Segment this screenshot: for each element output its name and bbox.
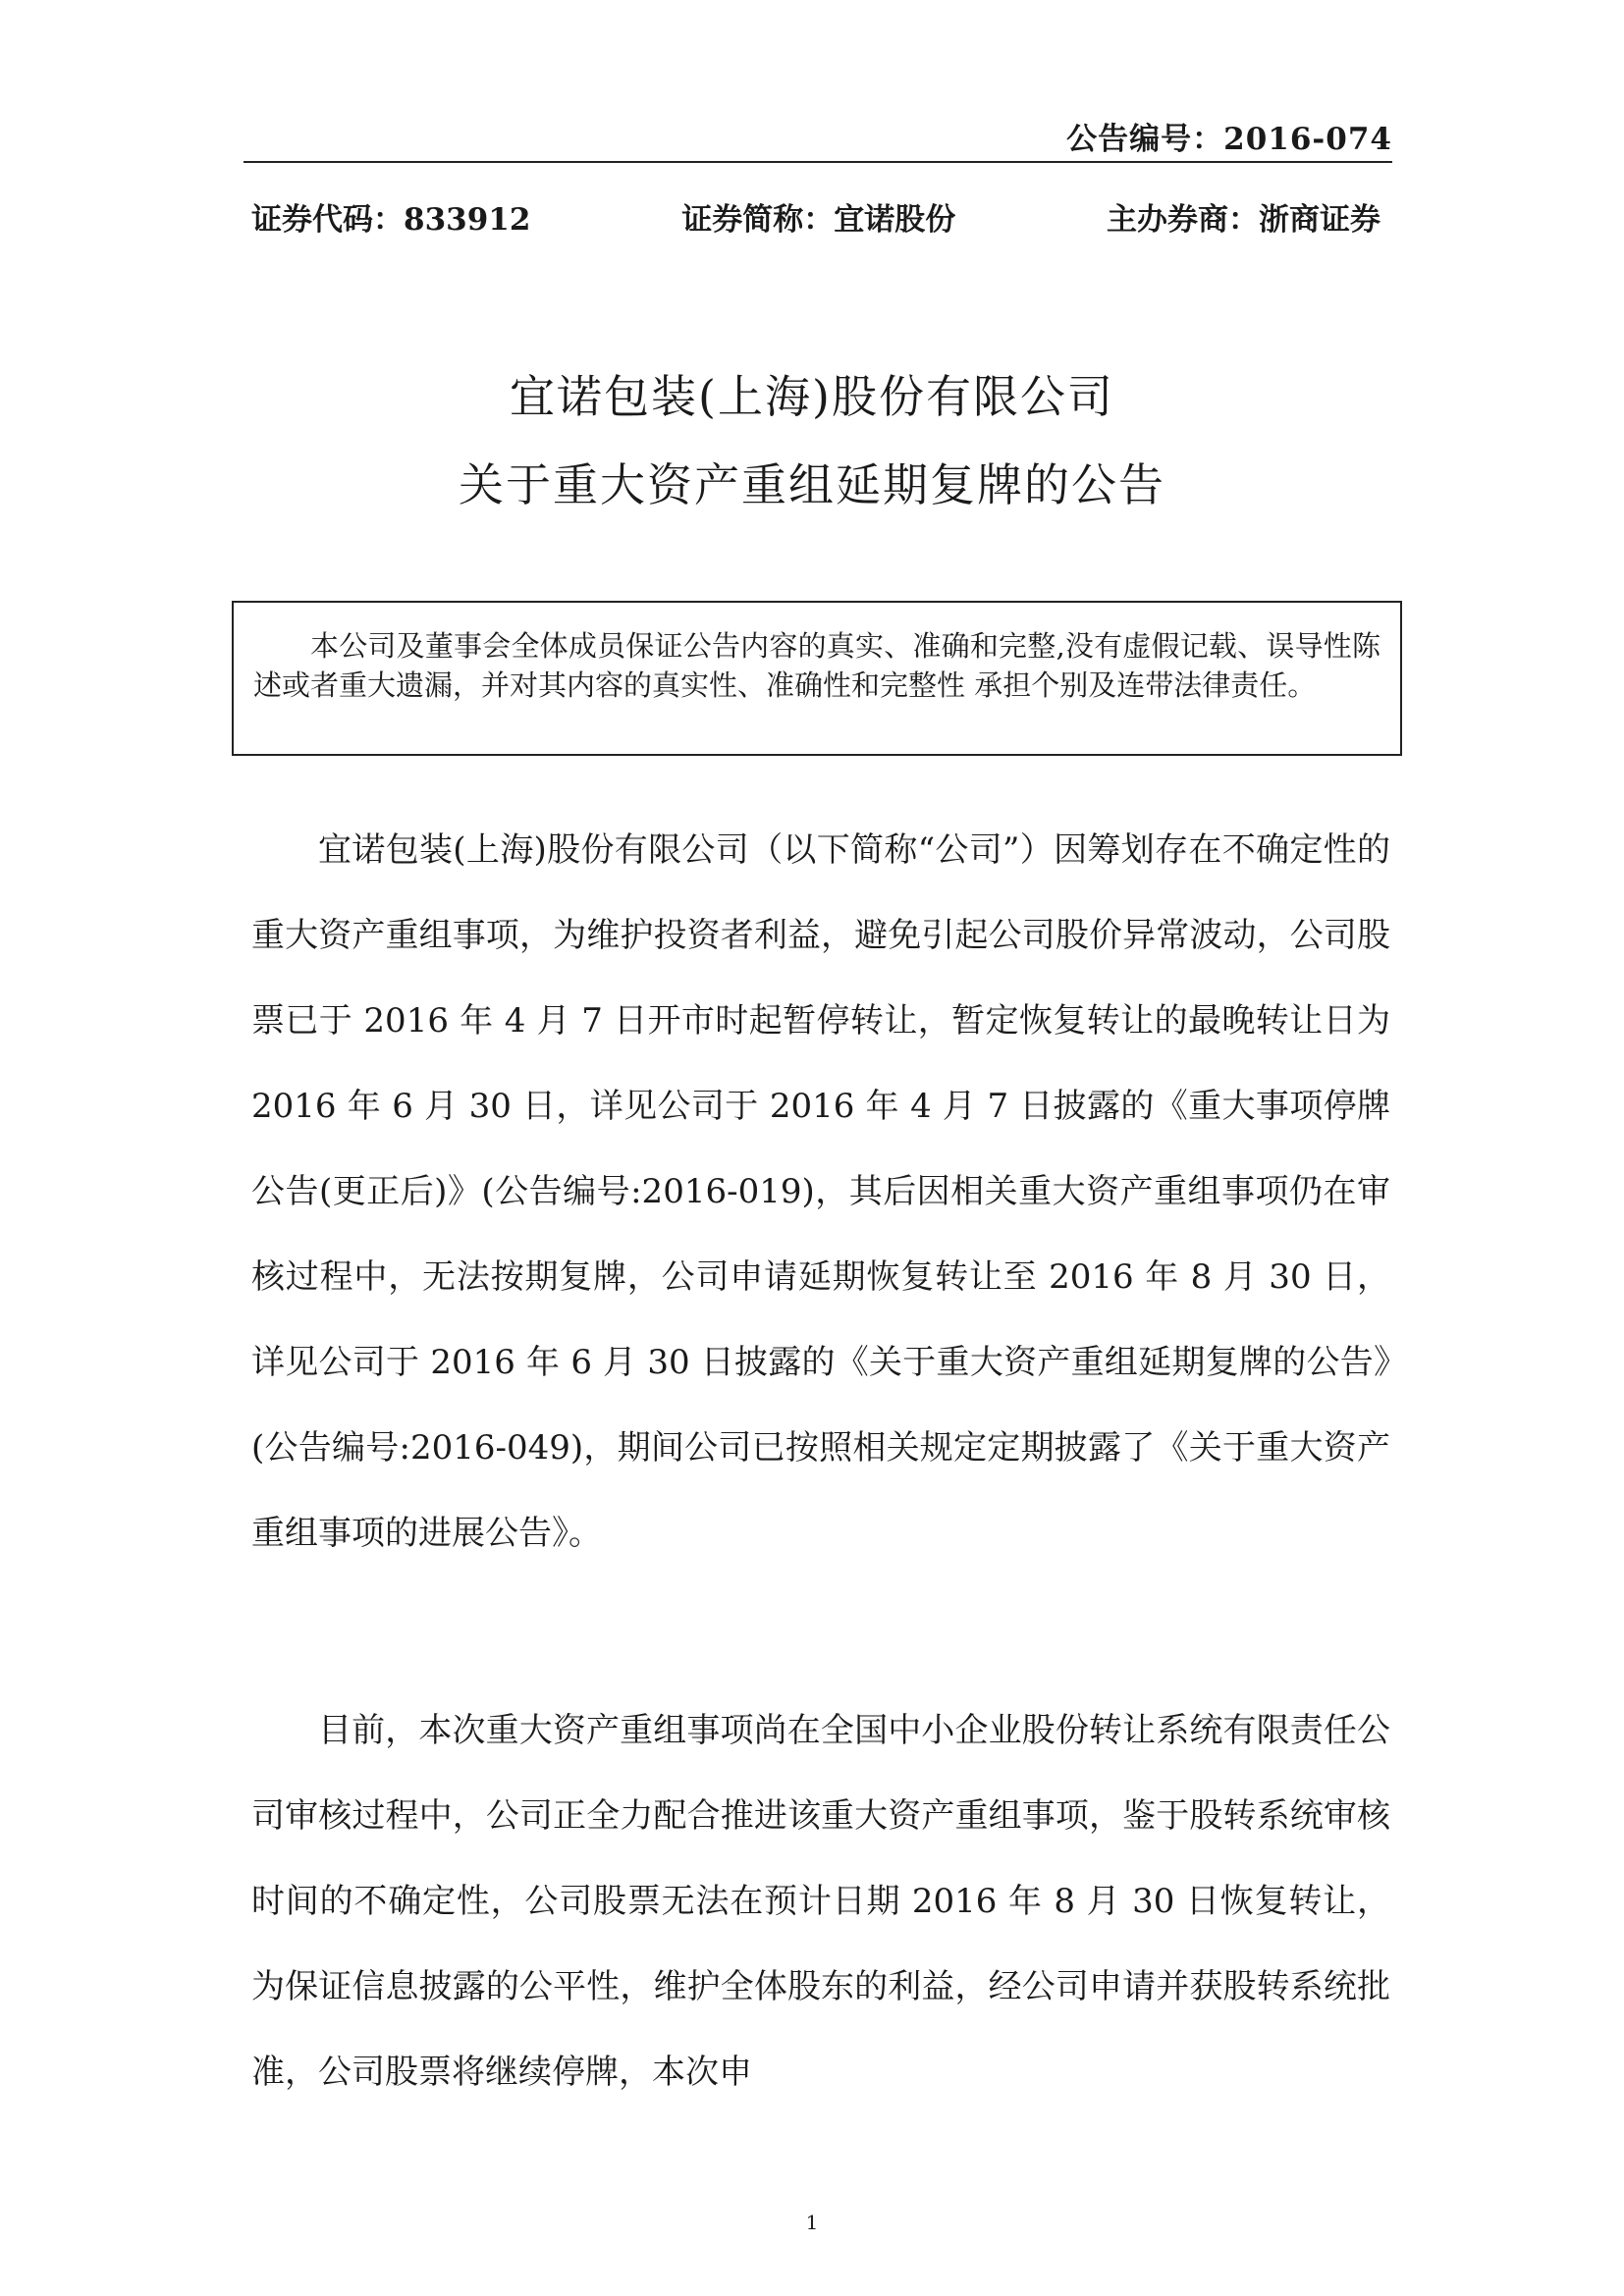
security-code: 证券代码：833912 [251, 202, 531, 238]
announcement-number: 公告编号：2016-074 [1066, 122, 1392, 157]
title-announcement-subject: 关于重大资产重组延期复牌的公告 [459, 458, 1165, 511]
header-divider [244, 161, 1392, 163]
title-company-name: 宜诺包装(上海)股份有限公司 [510, 370, 1114, 423]
page-number: 1 [805, 2211, 819, 2234]
security-info-row [251, 194, 1380, 239]
body-paragraph-2: 目前，本次重大资产重组事项尚在全国中小企业股份转让系统有限责任公司审核过程中，公司正全力配合推进该重大资产重组事项，鉴于股转系统审核时间的不确定性，公司股票无法在预计日期 2016 年 8 月 30 日恢复转让，为保证信息披露的公平性，维护全体股东的利益，经公司申请并获股转系统批准，公司股票将继续停牌，本次申 [251, 1711, 1390, 2092]
sponsor-broker: 主办券商：浙商证券 [1106, 202, 1380, 238]
disclaimer-box: 本公司及董事会全体成员保证公告内容的真实、准确和完整,没有虚假记载、误导性陈述或者重大遗漏，并对其内容的真实性、准确性和完整性 承担个别及连带法律责任。 [232, 601, 1402, 756]
body-paragraph-1: 宜诺包装(上海)股份有限公司（以下简称“公司”）因筹划存在不确定性的重大资产重组事项，为维护投资者利益，避免引起公司股价异常波动，公司股票已于 2016 年 4 月 7 日开市时起暂停转让，暂定恢复转让的最晚转让日为 2016 年 6 月 30 日，详见公司于 2016 年 4 月 7 日披露的《重大事项停牌公告(更正后)》(公告编号:2016-019)，其后因相关重大资产重组事项仍在审核过程中，无法按期复牌，公司申请延期恢复转让至 2016 年 8 月 30 日，详见公司于 2016 年 6 月 30 日披露的《关于重大资产重组延期复牌的公告》(公告编号:2016-049)，期间公司已按照相关规定定期披露了《关于重大资产重组事项的进展公告》。 [251, 830, 1390, 1553]
security-name: 证券简称：宜诺股份 [681, 202, 956, 238]
